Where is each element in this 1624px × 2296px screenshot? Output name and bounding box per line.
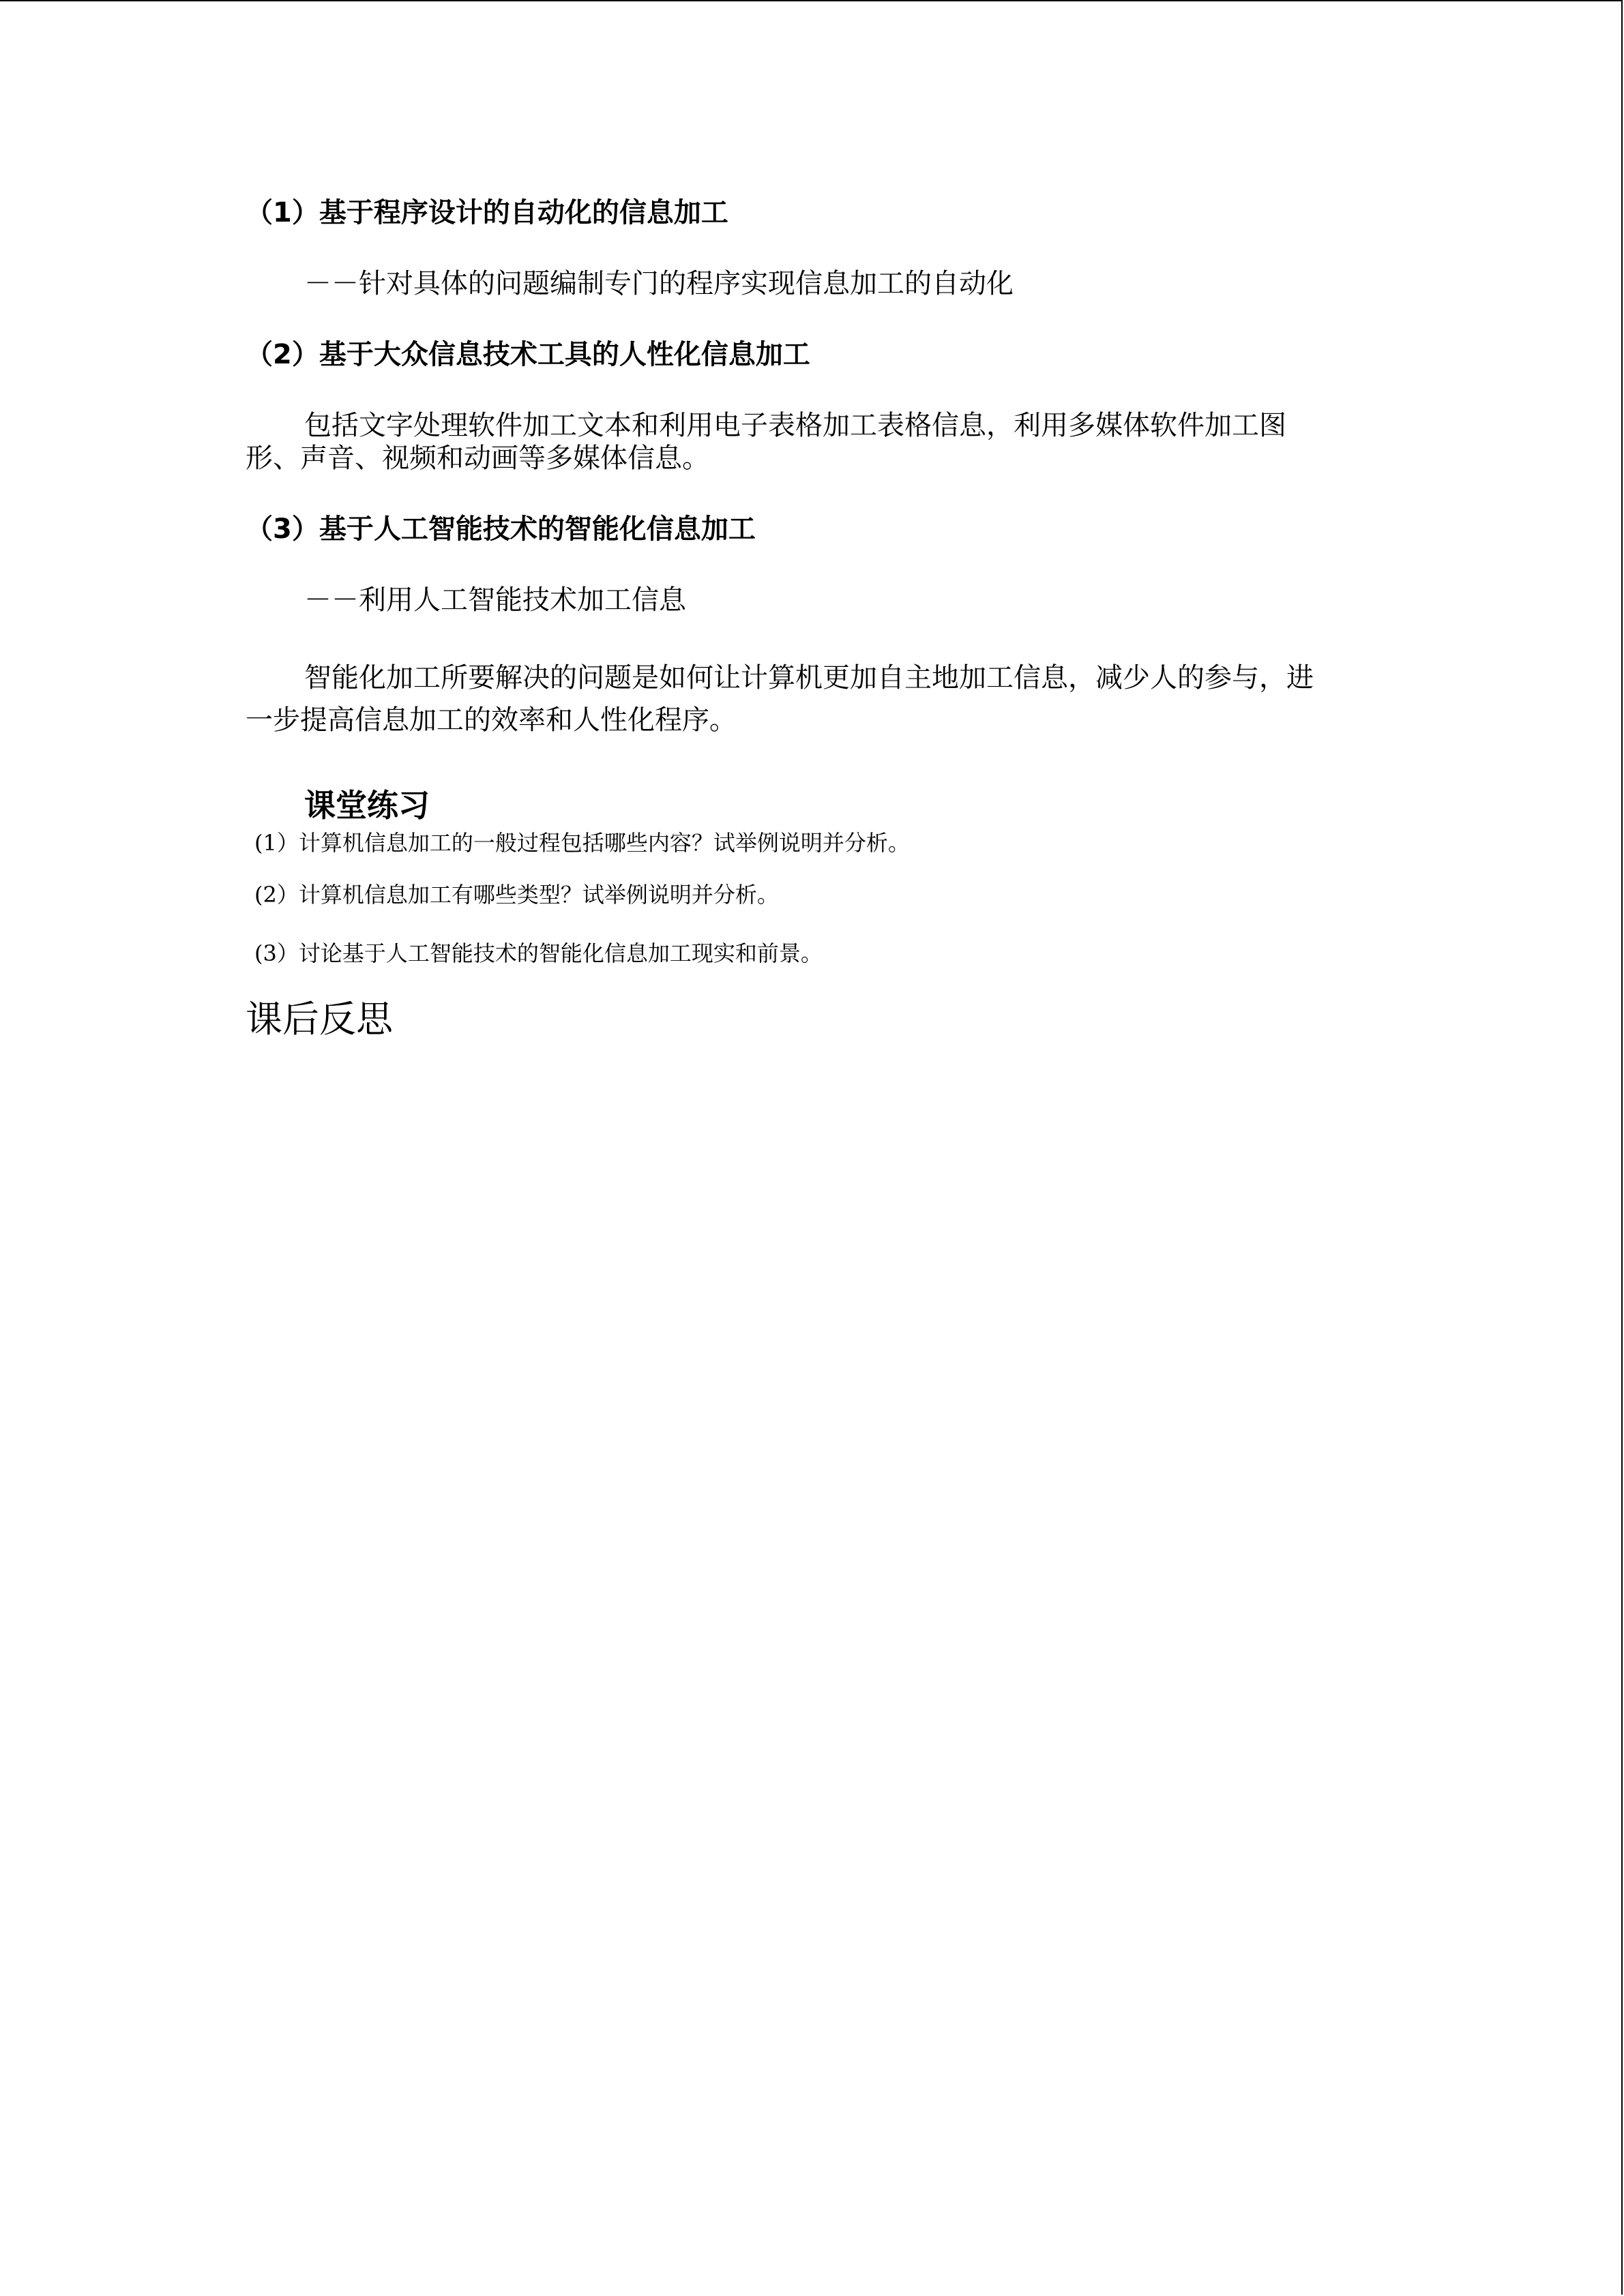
exercise-item-2: (2）计算机信息加工有哪些类型？试举例说明并分析。 xyxy=(254,882,779,908)
section-1-text: －－针对具体的问题编制专门的程序实现信息加工的自动化 xyxy=(304,268,1014,299)
section-3-text: －－利用人工智能技术加工信息 xyxy=(304,584,686,616)
section-3-heading: （3）基于人工智能技术的智能化信息加工 xyxy=(246,513,756,545)
practice-title: 课堂练习 xyxy=(304,787,430,824)
exercise-item-3: (3）讨论基于人工智能技术的智能化信息加工现实和前景。 xyxy=(254,940,823,966)
summary-line-1: 智能化加工所要解决的问题是如何让计算机更加自主地加工信息，减少人的参与，进 xyxy=(304,662,1314,694)
section-2-text-line-2: 形、声音、视频和动画等多媒体信息。 xyxy=(246,443,709,474)
reflection-title: 课后反思 xyxy=(246,998,393,1041)
section-2-heading: （2）基于大众信息技术工具的人性化信息加工 xyxy=(246,339,810,370)
section-2-text-line-1: 包括文字处理软件加工文本和利用电子表格加工表格信息，利用多媒体软件加工图 xyxy=(304,410,1286,441)
summary-line-2: 一步提高信息加工的效率和人性化程序。 xyxy=(246,704,737,736)
exercise-item-1: (1）计算机信息加工的一般过程包括哪些内容？试举例说明并分析。 xyxy=(254,830,910,856)
section-1-heading: （1）基于程序设计的自动化的信息加工 xyxy=(246,197,728,228)
